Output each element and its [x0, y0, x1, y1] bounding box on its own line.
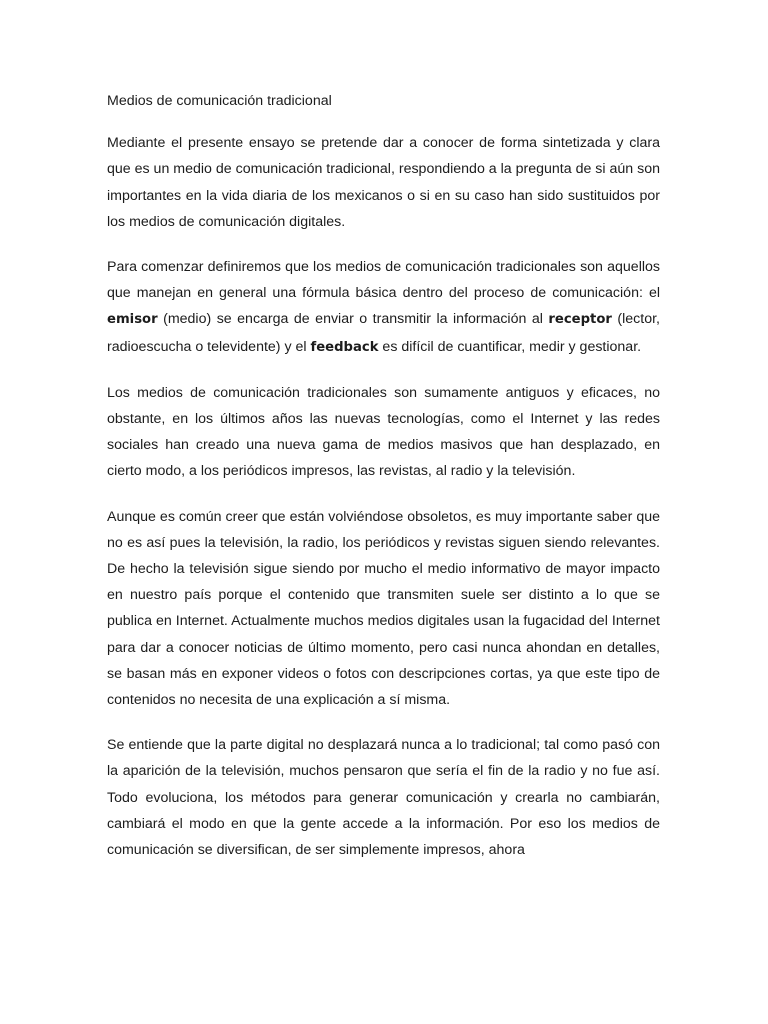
- term-emisor: emisor: [107, 312, 158, 328]
- paragraph-definition-text-2: (medio) se encarga de enviar o transmitir la información al: [157, 311, 549, 328]
- paragraph-intro: Mediante el presente ensayo se pretende dar a conocer de forma sintetizada y clara que es un medio de comunicación tradicional, respondiendo a la pregunta de si aún son importantes en la vida diaria de los mexicanos o si en su caso han sido sustituidos por los medios de comunicación digitales.: [107, 135, 660, 230]
- term-receptor: receptor: [548, 312, 612, 328]
- paragraph-new-technologies: Los medios de comunicación tradicionales son sumamente antiguos y eficaces, no obstante, en los últimos años las nuevas tecnologías, como el Internet y las redes sociales han creado una nueva gama de medios masivos que han desplazado, en cierto modo, a los periódicos impresos, las revistas, al radio y la televisión.: [107, 384, 660, 480]
- paragraph-definition-text-1: Para comenzar definiremos que los medios de comunicación tradicionales son aquellos que manejan en general una fórmula básica dentro del proceso de comunicación: el: [107, 259, 660, 302]
- paragraph-relevance: Aunque es común creer que están volviéndose obsoletos, es muy importante saber que no es así pues la televisión, la radio, los periódicos y revistas siguen siendo relevantes. De hecho la televisión sigue siendo por mucho el medio informativo de mayor impacto en nuestro país porque el contenido que transmiten suele ser distinto a lo que se publica en Internet. Actualmente muchos medios digitales usan la fugacidad del Internet para dar a conocer noticias de último momento, pero casi nunca ahondan en detalles, se basan más en exponer videos o fotos con descripciones cortas, ya que este tipo de contenidos no necesita de una explicación a sí misma.: [107, 508, 660, 709]
- paragraph-definition: [107, 254, 660, 361]
- paragraph-evolution: Se entiende que la parte digital no desplazará nunca a lo tradicional; tal como pasó con la aparición de la televisión, muchos pensaron que sería el fin de la radio y no fue así. Todo evoluciona, los métodos para generar comunicación y crearla no cambiarán, cambiará el modo en que la gente accede a la información. Por eso los medios de comunicación se diversifican, de ser simplemente impresos, ahora: [107, 737, 660, 859]
- document-title: Medios de comunicación tradicional: [107, 93, 332, 109]
- paragraph-definition-text-3: (lector, radioescucha o televidente) y el: [107, 311, 660, 355]
- paragraph-definition-text-4: es difícil de cuantificar, medir y gestionar.: [378, 338, 642, 355]
- document-body: [107, 88, 660, 882]
- term-feedback: feedback: [310, 339, 379, 355]
